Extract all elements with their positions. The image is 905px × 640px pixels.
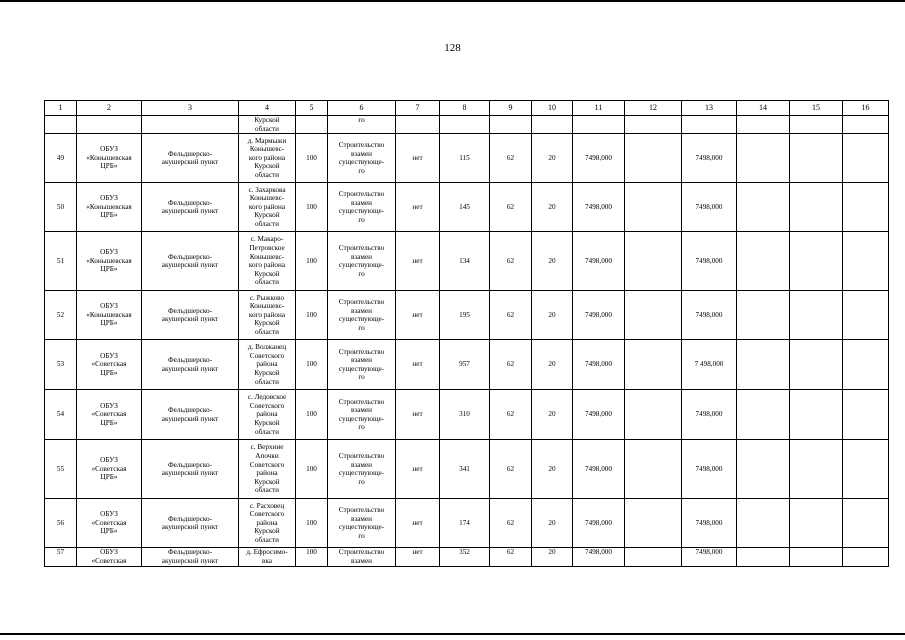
cell-col11: 7498,000 bbox=[573, 232, 625, 291]
cell-col7: нет bbox=[396, 390, 440, 440]
cell-col7: нет bbox=[396, 440, 440, 499]
table-row bbox=[45, 183, 889, 232]
cell-col5: 100 bbox=[296, 232, 328, 291]
column-header: 16 bbox=[843, 101, 889, 116]
cell-work-type: Строительство взамен существующе- го bbox=[328, 291, 396, 340]
cell-col8: 352 bbox=[440, 548, 490, 567]
cell-col10: 20 bbox=[532, 232, 573, 291]
column-header: 8 bbox=[440, 101, 490, 116]
column-header: 6 bbox=[328, 101, 396, 116]
cell-col8: 195 bbox=[440, 291, 490, 340]
column-header: 1 bbox=[45, 101, 77, 116]
cell-work-type: Строительство взамен существующе- го bbox=[328, 183, 396, 232]
cell-col7: нет bbox=[396, 291, 440, 340]
cell-organization: ОБУЗ «Конышевская ЦРБ» bbox=[77, 291, 142, 340]
cell bbox=[296, 116, 328, 134]
cell-organization: ОБУЗ «Советская ЦРБ» bbox=[77, 440, 142, 499]
table-row bbox=[45, 232, 889, 291]
cell-col5: 100 bbox=[296, 440, 328, 499]
cell bbox=[142, 116, 239, 134]
cell-col9: 62 bbox=[490, 340, 532, 390]
cell-col9: 62 bbox=[490, 440, 532, 499]
cell-work-type: Строительство взамен существующе- го bbox=[328, 499, 396, 548]
cell bbox=[45, 116, 77, 134]
cell-col14 bbox=[737, 134, 790, 183]
table-row bbox=[45, 440, 889, 499]
column-header: 5 bbox=[296, 101, 328, 116]
cell-col10: 20 bbox=[532, 390, 573, 440]
cell-col7: нет bbox=[396, 232, 440, 291]
cell-col5: 100 bbox=[296, 499, 328, 548]
cell-location: д. Мармыжи Конышевс- кого района Курской области bbox=[239, 134, 296, 183]
cell-col12 bbox=[625, 390, 682, 440]
cell bbox=[843, 116, 889, 134]
cell-organization: ОБУЗ «Советская bbox=[77, 548, 142, 567]
cell-col13: 7498,000 bbox=[682, 134, 737, 183]
cell-col12 bbox=[625, 548, 682, 567]
cell bbox=[532, 116, 573, 134]
cell-col11: 7498,000 bbox=[573, 390, 625, 440]
cell-col10: 20 bbox=[532, 340, 573, 390]
column-header: 4 bbox=[239, 101, 296, 116]
cell-col12 bbox=[625, 340, 682, 390]
cell-col9: 62 bbox=[490, 548, 532, 567]
cell-col8: 115 bbox=[440, 134, 490, 183]
cell-work-type: Строительство взамен существующе- го bbox=[328, 340, 396, 390]
cell bbox=[77, 116, 142, 134]
cell-col13: 7498,000 bbox=[682, 499, 737, 548]
cell-col11: 7498,000 bbox=[573, 340, 625, 390]
cell bbox=[682, 116, 737, 134]
cell-col10: 20 bbox=[532, 183, 573, 232]
cell-col8: 310 bbox=[440, 390, 490, 440]
cell-facility-type: Фельдшерско- акушерский пункт bbox=[142, 390, 239, 440]
cell-col14 bbox=[737, 440, 790, 499]
cell-col14 bbox=[737, 291, 790, 340]
table-row bbox=[45, 291, 889, 340]
column-header: 14 bbox=[737, 101, 790, 116]
cell-work-type: Строительство взамен существующе- го bbox=[328, 232, 396, 291]
cell-col14 bbox=[737, 548, 790, 567]
cell-col16 bbox=[843, 291, 889, 340]
cell-col16 bbox=[843, 499, 889, 548]
cell bbox=[396, 116, 440, 134]
cell bbox=[625, 116, 682, 134]
cell-col10: 20 bbox=[532, 134, 573, 183]
cell-number: 50 bbox=[45, 183, 77, 232]
cell-number: 53 bbox=[45, 340, 77, 390]
cell-col9: 62 bbox=[490, 134, 532, 183]
table-row bbox=[45, 390, 889, 440]
cell-col8: 145 bbox=[440, 183, 490, 232]
cell-col13: 7498,000 bbox=[682, 183, 737, 232]
cell bbox=[490, 116, 532, 134]
cell-col12 bbox=[625, 291, 682, 340]
cell-col8: 957 bbox=[440, 340, 490, 390]
continuation-row bbox=[45, 116, 889, 134]
cell-number: 56 bbox=[45, 499, 77, 548]
cell-facility-type: Фельдшерско- акушерский пункт bbox=[142, 232, 239, 291]
cell-col8: 174 bbox=[440, 499, 490, 548]
cell-col16 bbox=[843, 440, 889, 499]
cell-col5: 100 bbox=[296, 183, 328, 232]
cell-col14 bbox=[737, 499, 790, 548]
cell-col12 bbox=[625, 232, 682, 291]
cell-col12 bbox=[625, 440, 682, 499]
cell-col13: 7498,000 bbox=[682, 232, 737, 291]
cell-col7: нет bbox=[396, 134, 440, 183]
header-row bbox=[45, 101, 889, 116]
table-row bbox=[45, 499, 889, 548]
cell-col13: 7498,000 bbox=[682, 291, 737, 340]
cell-col15 bbox=[790, 134, 843, 183]
cell-col15 bbox=[790, 548, 843, 567]
cell-col11: 7498,000 bbox=[573, 499, 625, 548]
cell-work-type: го bbox=[328, 116, 396, 134]
cell-col16 bbox=[843, 183, 889, 232]
table-row bbox=[45, 134, 889, 183]
cell-organization: ОБУЗ «Советская ЦРБ» bbox=[77, 340, 142, 390]
cell-col15 bbox=[790, 390, 843, 440]
cell-number: 57 bbox=[45, 548, 77, 567]
cell-col14 bbox=[737, 390, 790, 440]
cell-work-type: Строительство взамен существующе- го bbox=[328, 390, 396, 440]
top-border-line bbox=[0, 0, 905, 2]
cell-facility-type: Фельдшерско- акушерский пункт bbox=[142, 340, 239, 390]
cell-col7: нет bbox=[396, 340, 440, 390]
column-header: 7 bbox=[396, 101, 440, 116]
cell-number: 49 bbox=[45, 134, 77, 183]
cell-work-type: Строительство взамен существующе- го bbox=[328, 440, 396, 499]
cell-work-type: Строительство взамен bbox=[328, 548, 396, 567]
cell-col9: 62 bbox=[490, 232, 532, 291]
cell-col8: 134 bbox=[440, 232, 490, 291]
column-header: 12 bbox=[625, 101, 682, 116]
column-header: 9 bbox=[490, 101, 532, 116]
cell-col8: 341 bbox=[440, 440, 490, 499]
cell-col12 bbox=[625, 134, 682, 183]
column-header: 13 bbox=[682, 101, 737, 116]
cell-col13: 7498,000 bbox=[682, 548, 737, 567]
cell-number: 54 bbox=[45, 390, 77, 440]
cell-col14 bbox=[737, 340, 790, 390]
cell bbox=[737, 116, 790, 134]
bottom-border-line bbox=[0, 633, 905, 635]
cell-col5: 100 bbox=[296, 390, 328, 440]
cell-col11: 7498,000 bbox=[573, 548, 625, 567]
cell-col14 bbox=[737, 232, 790, 291]
cell-location: д. Ефросимо- вка bbox=[239, 548, 296, 567]
cell-facility-type: Фельдшерско- акушерский пункт bbox=[142, 548, 239, 567]
cell-facility-type: Фельдшерско- акушерский пункт bbox=[142, 291, 239, 340]
page-number: 128 bbox=[444, 42, 461, 54]
cell-col9: 62 bbox=[490, 291, 532, 340]
column-header: 2 bbox=[77, 101, 142, 116]
cell-organization: ОБУЗ «Конышевская ЦРБ» bbox=[77, 232, 142, 291]
cell-location: Курской области bbox=[239, 116, 296, 134]
cell-col15 bbox=[790, 499, 843, 548]
cell-col15 bbox=[790, 340, 843, 390]
cell-col11: 7498,000 bbox=[573, 440, 625, 499]
cell-location: с. Захаркова Конышевс- кого района Курской области bbox=[239, 183, 296, 232]
cell-number: 51 bbox=[45, 232, 77, 291]
cell-col5: 100 bbox=[296, 291, 328, 340]
cell-number: 52 bbox=[45, 291, 77, 340]
cell-col13: 7 498,000 bbox=[682, 340, 737, 390]
cell-location: с. Верхние Апочки Советского района Курской области bbox=[239, 440, 296, 499]
cell bbox=[440, 116, 490, 134]
cell-col10: 20 bbox=[532, 291, 573, 340]
cell-organization: ОБУЗ «Конышевская ЦРБ» bbox=[77, 183, 142, 232]
cell-col10: 20 bbox=[532, 499, 573, 548]
cell-col5: 100 bbox=[296, 134, 328, 183]
cell-col5: 100 bbox=[296, 340, 328, 390]
cell-col15 bbox=[790, 291, 843, 340]
cell-organization: ОБУЗ «Советская ЦРБ» bbox=[77, 499, 142, 548]
cell-location: с. Расховец Советского района Курской области bbox=[239, 499, 296, 548]
table-row bbox=[45, 340, 889, 390]
cell-col14 bbox=[737, 183, 790, 232]
column-header: 11 bbox=[573, 101, 625, 116]
cell-organization: ОБУЗ «Советская ЦРБ» bbox=[77, 390, 142, 440]
cell-col15 bbox=[790, 232, 843, 291]
cell-number: 55 bbox=[45, 440, 77, 499]
cell-col7: нет bbox=[396, 183, 440, 232]
cell-col7: нет bbox=[396, 499, 440, 548]
cell bbox=[790, 116, 843, 134]
cell-col12 bbox=[625, 499, 682, 548]
cell-facility-type: Фельдшерско- акушерский пункт bbox=[142, 499, 239, 548]
cell-col11: 7498,000 bbox=[573, 291, 625, 340]
cell-col10: 20 bbox=[532, 548, 573, 567]
cell-facility-type: Фельдшерско- акушерский пункт bbox=[142, 440, 239, 499]
cell-col10: 20 bbox=[532, 440, 573, 499]
cell-col9: 62 bbox=[490, 390, 532, 440]
cell-facility-type: Фельдшерско- акушерский пункт bbox=[142, 134, 239, 183]
cell-work-type: Строительство взамен существующе- го bbox=[328, 134, 396, 183]
cell-col5: 100 bbox=[296, 548, 328, 567]
cell-col11: 7498,000 bbox=[573, 183, 625, 232]
cell-organization: ОБУЗ «Конышевская ЦРБ» bbox=[77, 134, 142, 183]
cell-facility-type: Фельдшерско- акушерский пункт bbox=[142, 183, 239, 232]
cell-col11: 7498,000 bbox=[573, 134, 625, 183]
cell-col16 bbox=[843, 390, 889, 440]
cell-col9: 62 bbox=[490, 499, 532, 548]
cell-col13: 7498,000 bbox=[682, 390, 737, 440]
cell-col7: нет bbox=[396, 548, 440, 567]
cell-col16 bbox=[843, 134, 889, 183]
data-table bbox=[44, 100, 889, 567]
cell-location: с. Рыжково Конышевс- кого района Курской области bbox=[239, 291, 296, 340]
cell-col15 bbox=[790, 440, 843, 499]
cell-col12 bbox=[625, 183, 682, 232]
cell-col16 bbox=[843, 232, 889, 291]
column-header: 15 bbox=[790, 101, 843, 116]
cell-location: д. Волжанец Советского района Курской области bbox=[239, 340, 296, 390]
cell-col16 bbox=[843, 548, 889, 567]
column-header: 3 bbox=[142, 101, 239, 116]
table-row bbox=[45, 548, 889, 567]
column-header: 10 bbox=[532, 101, 573, 116]
cell-col9: 62 bbox=[490, 183, 532, 232]
cell-col16 bbox=[843, 340, 889, 390]
cell bbox=[573, 116, 625, 134]
cell-location: с. Макаро- Петровское Конышевс- кого района Курской области bbox=[239, 232, 296, 291]
cell-col13: 7498,000 bbox=[682, 440, 737, 499]
cell-col15 bbox=[790, 183, 843, 232]
cell-location: с. Ледовское Советского района Курской области bbox=[239, 390, 296, 440]
